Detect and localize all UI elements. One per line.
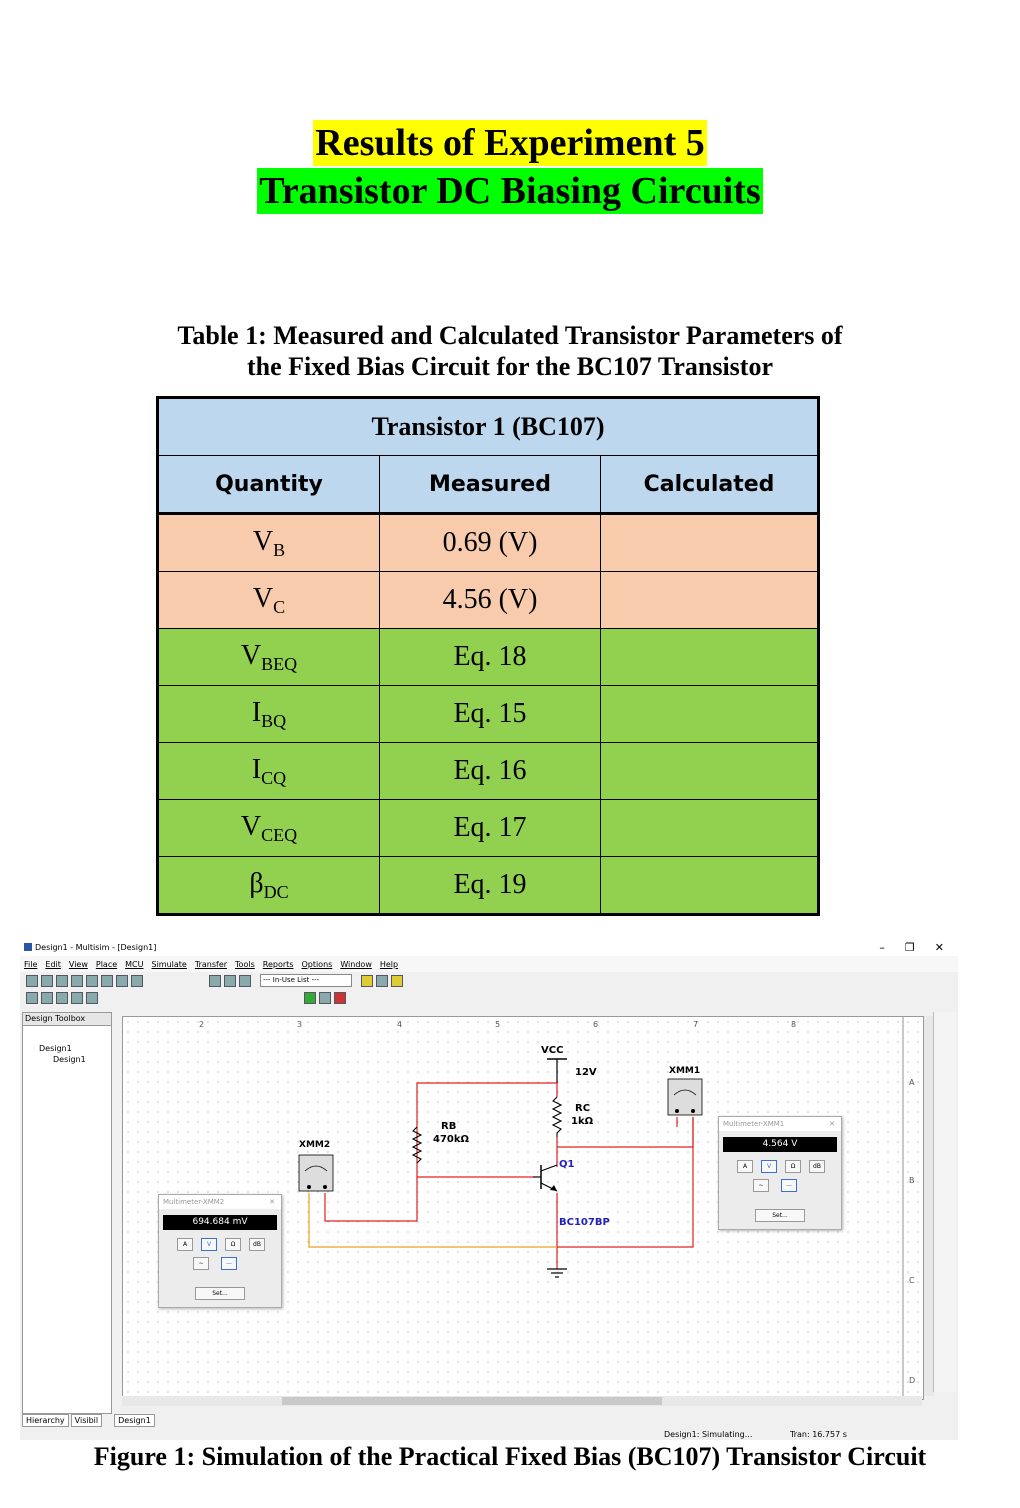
measured-cell: 0.69 (V) <box>380 514 601 572</box>
calculated-cell[interactable] <box>601 572 819 629</box>
multimeter-xmm1-title: Multimeter-XMM1 <box>719 1117 841 1131</box>
row-letter: C <box>909 1276 915 1285</box>
close-button[interactable]: ✕ <box>934 940 944 954</box>
table-row <box>158 686 819 743</box>
measured-cell: Eq. 17 <box>380 800 601 857</box>
menu-transfer[interactable]: Transfer <box>194 959 228 969</box>
menu-window[interactable]: Window <box>340 959 372 969</box>
status-tran-time: Tran: 16.757 s <box>790 1429 847 1439</box>
title-line-1: Results of Experiment 5 <box>315 122 705 164</box>
rb-resistor[interactable] <box>413 1127 421 1163</box>
horizontal-scrollbar[interactable] <box>122 1396 922 1406</box>
ground-symbol <box>547 1269 567 1277</box>
tree-child[interactable]: Design1 <box>53 1055 86 1064</box>
tree-root[interactable]: Design1 <box>39 1044 72 1053</box>
calculated-cell[interactable] <box>601 629 819 686</box>
copy-icon[interactable] <box>101 975 113 987</box>
table-caption <box>0 320 1020 382</box>
undo-icon[interactable] <box>131 975 143 987</box>
menu-tools[interactable]: Tools <box>235 959 255 969</box>
main-toolbar <box>20 972 958 989</box>
dc-button[interactable]: — <box>781 1179 797 1192</box>
ruler-number: 2 <box>199 1020 205 1029</box>
analog-icon[interactable] <box>86 992 98 1004</box>
table-row <box>158 857 819 915</box>
quantity-cell: $V_{CEQ}$ <box>158 800 380 857</box>
tab-design1[interactable]: Design1 <box>114 1414 155 1427</box>
xmm2-label: XMM2 <box>299 1140 331 1150</box>
resistor-icon[interactable] <box>41 992 53 1004</box>
measured-cell: Eq. 18 <box>380 629 601 686</box>
source-icon[interactable] <box>26 992 38 1004</box>
ruler-number: 8 <box>791 1020 797 1029</box>
multisim-window <box>20 938 958 1440</box>
multimeter-xmm2-title: Multimeter-XMM2 <box>159 1195 281 1209</box>
panel-tabs <box>22 1414 155 1427</box>
scroll-thumb[interactable] <box>282 1397 662 1405</box>
measured-cell: Eq. 19 <box>380 857 601 915</box>
open-icon[interactable] <box>41 975 53 987</box>
set-button[interactable]: Set... <box>755 1209 805 1222</box>
voltmeter-button[interactable]: V <box>201 1238 217 1251</box>
transistor-icon[interactable] <box>71 992 83 1004</box>
table-row <box>158 572 819 629</box>
spreadsheet-icon[interactable] <box>224 975 236 987</box>
title-line-2: Transistor DC Biasing Circuits <box>259 170 761 212</box>
quantity-cell: $I_{BQ}$ <box>158 686 380 743</box>
column-header-quantity: Quantity <box>158 456 380 514</box>
ruler-number: 6 <box>593 1020 599 1029</box>
rc-resistor[interactable] <box>553 1097 561 1137</box>
menu-view[interactable]: View <box>68 959 88 969</box>
table-row <box>158 629 819 686</box>
run-icon[interactable] <box>304 992 316 1004</box>
multimeter-xmm1-panel <box>718 1116 842 1230</box>
rc-name: RC <box>575 1103 591 1114</box>
instrument-toolbar <box>933 1012 956 1392</box>
status-bar <box>20 1428 958 1440</box>
row-letter: B <box>909 1176 915 1185</box>
calculated-cell[interactable] <box>601 514 819 572</box>
xmm2-instrument[interactable] <box>299 1155 333 1191</box>
xmm1-label: XMM1 <box>669 1066 701 1076</box>
menu-place[interactable]: Place <box>95 959 118 969</box>
menu-options[interactable]: Options <box>301 959 333 969</box>
quantity-cell: $V_{BEQ}$ <box>158 629 380 686</box>
table-caption-line-1: Table 1: Measured and Calculated Transistor Parameters of <box>177 321 843 350</box>
multimeter-xmm2-display: 694.684 mV <box>163 1215 277 1230</box>
cut-icon[interactable] <box>86 975 98 987</box>
rc-value: 1kΩ <box>571 1116 594 1127</box>
new-file-icon[interactable] <box>26 975 38 987</box>
print-icon[interactable] <box>71 975 83 987</box>
help-icon[interactable] <box>391 975 403 987</box>
sim-toolbar <box>20 989 958 1006</box>
minimize-button[interactable]: – <box>879 940 885 954</box>
menu-mcu[interactable]: MCU <box>125 959 144 969</box>
vcc-value: 12V <box>575 1067 597 1078</box>
quantity-cell: $I_{CQ}$ <box>158 743 380 800</box>
ac-button[interactable]: ∼ <box>753 1179 769 1192</box>
rb-wire <box>417 1083 557 1177</box>
q1-label: Q1 <box>559 1159 575 1170</box>
table-caption-line-2: the Fixed Bias Circuit for the BC107 Transistor <box>246 352 773 381</box>
ruler-number: 5 <box>495 1020 501 1029</box>
table-group-header: Transistor 1 (BC107) <box>158 398 819 456</box>
document-title <box>0 120 1020 214</box>
window-title: Design1 - Multisim - [Design1] <box>35 942 157 952</box>
calculated-cell[interactable] <box>601 800 819 857</box>
rb-name: RB <box>441 1121 457 1132</box>
diode-icon[interactable] <box>56 992 68 1004</box>
table-row <box>158 800 819 857</box>
close-icon[interactable]: ✕ <box>825 1117 835 1131</box>
q1-transistor[interactable] <box>533 1165 557 1191</box>
status-simulating: Design1: Simulating... <box>664 1429 753 1439</box>
multimeter-xmm2-panel <box>158 1194 282 1308</box>
toolbox-title: Design Toolbox <box>23 1013 111 1026</box>
window-titlebar <box>20 938 958 956</box>
dc-button[interactable]: — <box>221 1257 237 1270</box>
menu-edit[interactable]: Edit <box>45 959 61 969</box>
xmm1-instrument[interactable] <box>668 1079 702 1115</box>
pause-icon[interactable] <box>319 992 331 1004</box>
q1-model: BC107BP <box>559 1217 610 1228</box>
measured-cell: 4.56 (V) <box>380 572 601 629</box>
ammeter-button[interactable]: A <box>737 1160 753 1173</box>
ammeter-button[interactable]: A <box>177 1238 193 1251</box>
probe-icon[interactable] <box>361 975 373 987</box>
row-letter: D <box>909 1376 916 1385</box>
design-toolbox <box>22 1012 112 1414</box>
tab-visibility[interactable]: Visibil <box>71 1414 102 1427</box>
database-icon[interactable] <box>239 975 251 987</box>
calculated-cell[interactable] <box>601 743 819 800</box>
tab-hierarchy[interactable]: Hierarchy <box>22 1414 69 1427</box>
ac-button[interactable]: ∼ <box>193 1257 209 1270</box>
column-header-measured: Measured <box>380 456 601 514</box>
set-button[interactable]: Set... <box>195 1287 245 1300</box>
app-icon <box>24 943 32 951</box>
in-use-list-dropdown[interactable]: --- In-Use List --- <box>260 974 352 987</box>
quantity-cell: $V_B$ <box>158 514 380 572</box>
voltmeter-button[interactable]: V <box>761 1160 777 1173</box>
menu-help[interactable]: Help <box>379 959 399 969</box>
ruler-number: 7 <box>693 1020 699 1029</box>
figure-caption: Figure 1: Simulation of the Practical Fixed Bias (BC107) Transistor Circuit <box>93 1442 927 1471</box>
grapher-icon[interactable] <box>209 975 221 987</box>
vcc-label: VCC <box>541 1045 564 1056</box>
stop-icon[interactable] <box>334 992 346 1004</box>
quantity-cell: $\beta_{DC}$ <box>158 857 380 915</box>
ohmmeter-button[interactable]: Ω <box>785 1160 801 1173</box>
menu-simulate[interactable]: Simulate <box>151 959 187 969</box>
rb-value: 470kΩ <box>433 1134 470 1145</box>
multimeter-xmm1-display: 4.564 V <box>723 1137 837 1152</box>
xmm2-pos-wire <box>325 1177 417 1221</box>
measured-cell: Eq. 15 <box>380 686 601 743</box>
close-icon[interactable]: ✕ <box>265 1195 275 1209</box>
zoom-icon[interactable] <box>376 975 388 987</box>
measured-cell: Eq. 16 <box>380 743 601 800</box>
ruler-number: 4 <box>397 1020 403 1029</box>
column-header-calculated: Calculated <box>601 456 819 514</box>
results-table <box>156 396 820 916</box>
menu-reports[interactable]: Reports <box>262 959 294 969</box>
maximize-button[interactable]: ❐ <box>904 940 915 954</box>
save-icon[interactable] <box>56 975 68 987</box>
xmm2-neg-wire <box>309 1193 557 1247</box>
ruler-number: 3 <box>297 1020 303 1029</box>
table-row <box>158 743 819 800</box>
table-row <box>158 514 819 572</box>
menu-file[interactable]: File <box>24 959 38 969</box>
decibel-button[interactable]: dB <box>249 1238 265 1251</box>
calculated-cell[interactable] <box>601 686 819 743</box>
calculated-cell[interactable] <box>601 857 819 915</box>
row-letter: A <box>909 1078 915 1087</box>
decibel-button[interactable]: dB <box>809 1160 825 1173</box>
ohmmeter-button[interactable]: Ω <box>225 1238 241 1251</box>
quantity-cell: $V_C$ <box>158 572 380 629</box>
paste-icon[interactable] <box>116 975 128 987</box>
menu-bar <box>20 956 958 972</box>
